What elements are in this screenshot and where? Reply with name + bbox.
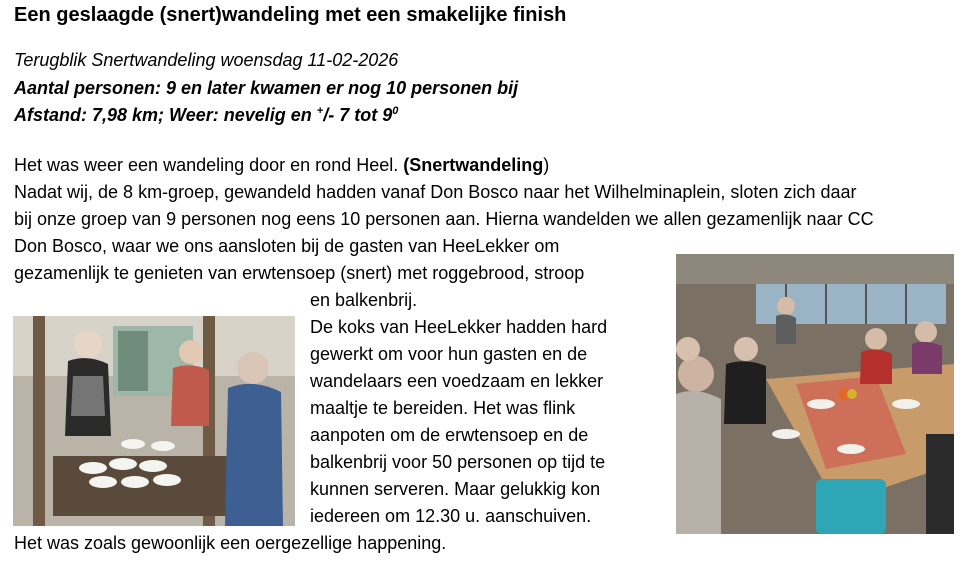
degree-superscript: 0	[392, 105, 399, 117]
distance-text: Afstand: 7,98 km; Weer: nevelig en	[14, 105, 317, 125]
article-subtitle: Terugblik Snertwandeling woensdag 11-02-2026	[14, 50, 399, 70]
body-line: gezamenlijk te genieten van erwtensoep (snert) met roggebrood, stroop	[14, 263, 585, 283]
intro-bold: (Snertwandeling	[403, 155, 544, 175]
article-title: Een geslaagde (snert)wandeling met een smakelijke finish	[14, 4, 567, 26]
body-line: Don Bosco, waar we ons aansloten bij de gasten van HeeLekker om	[14, 236, 560, 256]
body-line: kunnen serveren. Maar gelukkig kon	[310, 479, 601, 499]
intro-text: Het was weer een wandeling door en rond Heel.	[14, 155, 404, 175]
body-line: bij onze groep van 9 personen nog eens 10 personen aan. Hierna wandelden we allen gezamenlijk naar CC	[14, 209, 874, 229]
body-line: aanpoten om de erwtensoep en de	[310, 425, 589, 445]
body-line: Nadat wij, de 8 km-groep, gewandeld hadden vanaf Don Bosco naar het Wilhelminaplein, sloten zich daar	[14, 182, 857, 202]
intro-end: )	[543, 155, 550, 175]
temperature-text: /- 7 tot 9	[323, 105, 393, 125]
body-line: balkenbrij voor 50 personen op tijd te	[310, 452, 606, 472]
photo-dining-hall	[676, 254, 954, 534]
plus-superscript: +	[316, 105, 324, 117]
body-line: gewerkt om voor hun gasten en de	[310, 344, 588, 364]
intro-line	[14, 155, 549, 176]
body-line: iedereen om 12.30 u. aanschuiven.	[310, 506, 592, 526]
photo-serving-soup	[13, 316, 295, 526]
body-line: Het was zoals gewoonlijk een oergezellige happening.	[14, 533, 447, 553]
participants-line: Aantal personen: 9 en later kwamen er nog 10 personen bij	[14, 78, 519, 98]
distance-weather-line	[14, 105, 398, 126]
body-line: en balkenbrij.	[310, 290, 418, 310]
body-line: wandelaars een voedzaam en lekker	[310, 371, 604, 391]
serving-photo-illustration	[13, 316, 295, 526]
dining-photo-illustration	[676, 254, 954, 534]
body-line: De koks van HeeLekker hadden hard	[310, 317, 608, 337]
body-line: maaltje te bereiden. Het was flink	[310, 398, 576, 418]
